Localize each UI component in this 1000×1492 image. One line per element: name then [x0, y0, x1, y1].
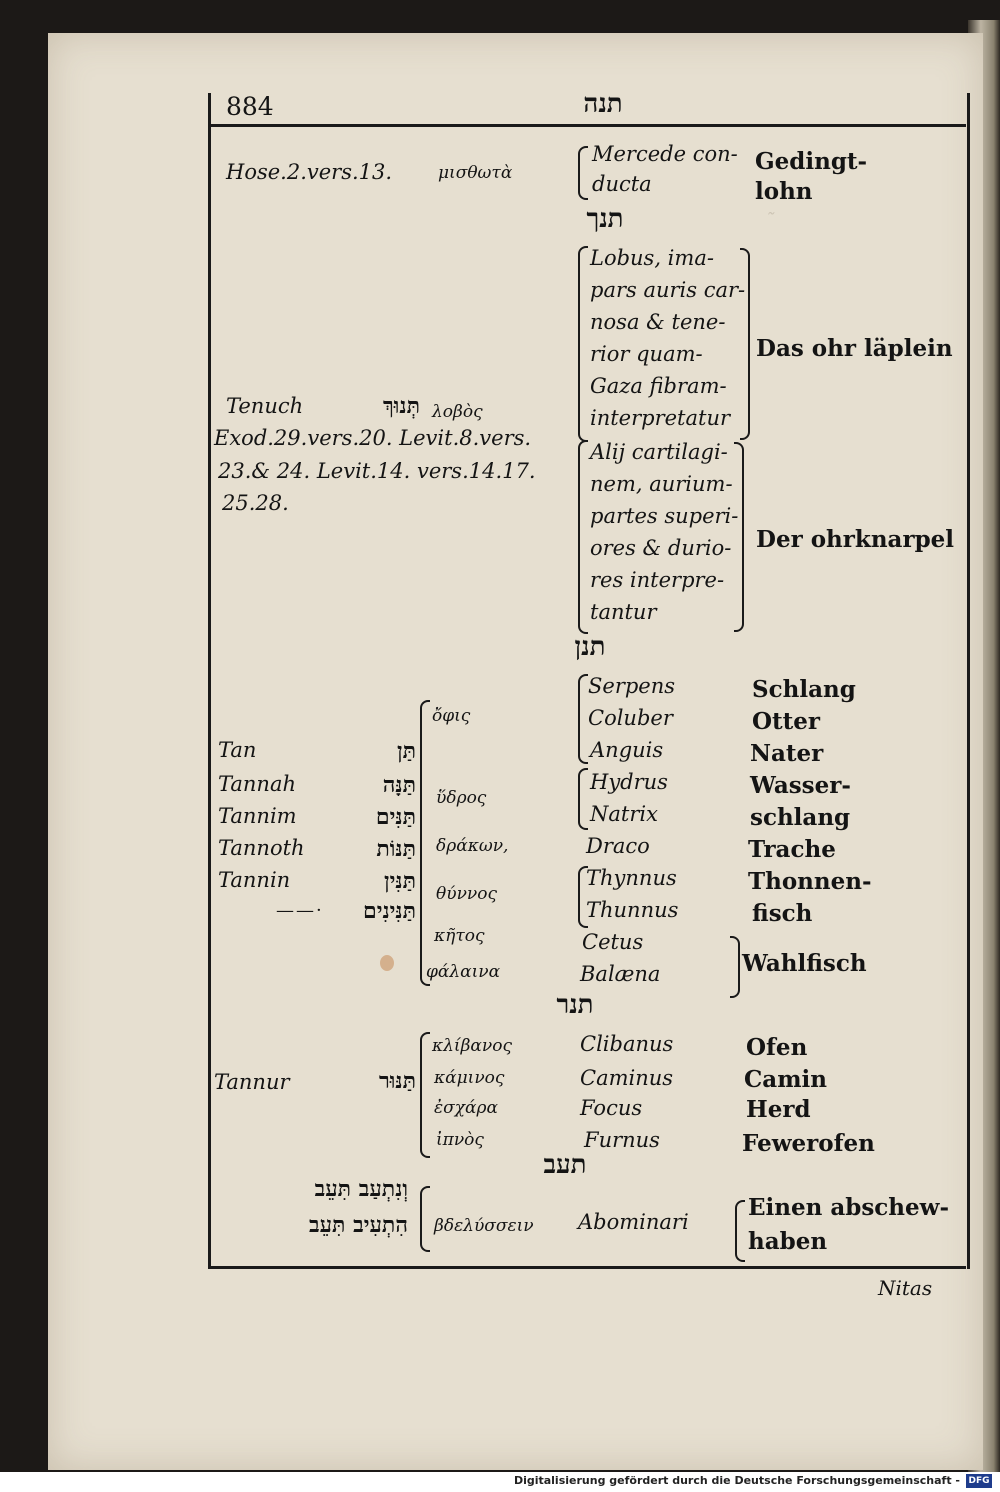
tan-hebrew: תַּנִּים — [375, 804, 416, 830]
lobus-line: Lobus, ima- — [590, 246, 714, 270]
hose-greek: μισθωτὰ — [438, 163, 513, 183]
tan-german: Thonnen- — [748, 868, 872, 895]
tan-german: Trache — [748, 836, 836, 863]
tannur-german: Fewerofen — [742, 1130, 875, 1157]
taab-greek: βδελύσσειν — [434, 1216, 534, 1236]
tannur-hebrew: תַּנּוּר — [378, 1068, 416, 1094]
tan-hebrew: תַּנִּין — [384, 868, 416, 894]
tan-hebrew: תַּנּוֹת — [376, 836, 416, 862]
tannur-transliteration: Tannur — [214, 1070, 290, 1094]
taab-german-2: haben — [748, 1228, 828, 1255]
alij-line: partes superi- — [590, 504, 739, 528]
alij-line: ores & durio- — [590, 536, 732, 560]
tan-german: fisch — [752, 900, 813, 927]
taab-hebrew-2: הִתְעִיב תִּעֵב — [308, 1212, 408, 1238]
taab-hebrew-1: וְנִתְעַב תִּעֵב — [314, 1176, 408, 1202]
tenuch-transliteration: Tenuch — [226, 394, 304, 418]
tan-german: Wasser- — [750, 772, 851, 799]
alij-german: Der ohrknarpel — [756, 526, 955, 553]
bottom-rule — [208, 1266, 966, 1269]
brace-right — [730, 936, 740, 998]
tannur-german: Herd — [746, 1096, 811, 1123]
section-heading: תעב — [543, 1150, 587, 1180]
tannur-greek: κάμινος — [434, 1068, 505, 1088]
footer-credit: Digitalisierung gefördert durch die Deutsche Forschungsgemeinschaft - — [513, 1474, 960, 1487]
tannur-german: Camin — [744, 1066, 828, 1093]
tan-greek: ὄφις — [432, 706, 471, 726]
lobus-german: Das ohr läplein — [756, 335, 953, 362]
tenuch-hebrew: תְּנוּךְ — [382, 393, 420, 419]
tan-greek: κῆτος — [434, 926, 485, 946]
brace-right — [740, 248, 750, 440]
brace-left — [578, 768, 588, 830]
section-heading: תנר — [556, 990, 594, 1020]
tenuch-greek: λοβὸς — [432, 402, 483, 422]
hose-reference: Hose.2.vers.13. — [226, 160, 393, 184]
brace-left — [578, 246, 588, 442]
lobus-line: rior quam- — [590, 342, 703, 366]
tan-greek: φάλαινα — [426, 962, 501, 982]
tannur-latin: Furnus — [584, 1128, 660, 1152]
hose-german-2: lohn — [755, 178, 813, 205]
brace-left — [578, 146, 588, 200]
tan-latin: Anguis — [590, 738, 664, 762]
alij-line: res interpre- — [590, 568, 725, 592]
tan-transliteration: Tannim — [218, 804, 297, 828]
brace-left — [420, 1186, 430, 1252]
tan-greek: θύννος — [436, 884, 497, 904]
tan-transliteration: Tannin — [218, 868, 291, 892]
tannur-latin: Clibanus — [580, 1032, 674, 1056]
tan-hebrew: תַּנָּה — [382, 772, 416, 798]
tannur-latin: Focus — [580, 1096, 643, 1120]
dash-leader: ——· — [276, 900, 324, 921]
section-heading: תנן — [574, 632, 606, 662]
tan-latin: Draco — [586, 834, 650, 858]
lobus-line: interpretatur — [590, 406, 731, 430]
bleed-through: ˜ — [765, 210, 774, 231]
catchword: Nitas — [878, 1276, 933, 1300]
tannur-greek: κλίβανος — [432, 1036, 512, 1056]
tan-hebrew: תַּן — [396, 738, 416, 764]
tan-german: Nater — [750, 740, 824, 767]
hose-german-1: Gedingt- — [755, 148, 868, 175]
tenuch-reference-1: Exod.29.vers.20. Levit.8.vers. — [214, 426, 532, 450]
brace-left — [578, 674, 588, 764]
tan-greek: ὕδρος — [436, 788, 487, 808]
brace-right — [734, 442, 744, 632]
alij-line: tantur — [590, 600, 657, 624]
tan-german: Wahlfisch — [742, 950, 867, 977]
tan-latin: Coluber — [588, 706, 673, 730]
tan-german: Schlang — [752, 676, 856, 703]
brace-left — [578, 440, 588, 634]
tannur-greek: ἐσχάρα — [434, 1098, 498, 1118]
brace-left — [420, 1032, 430, 1158]
tan-german: Otter — [752, 708, 821, 735]
header-rule — [208, 124, 966, 127]
tan-german: schlang — [750, 804, 851, 831]
page-number: 884 — [226, 92, 274, 121]
lobus-line: nosa & tene- — [590, 310, 726, 334]
tan-latin: Natrix — [590, 802, 658, 826]
lobus-line: pars auris car- — [590, 278, 746, 302]
tan-transliteration: Tannoth — [218, 836, 305, 860]
tan-transliteration: Tannah — [218, 772, 296, 796]
brace-left — [420, 700, 430, 986]
hose-latin-1: Mercede con- — [592, 142, 738, 166]
tan-greek: δράκων, — [436, 836, 509, 856]
tan-latin: Thynnus — [586, 866, 677, 890]
tannur-german: Ofen — [746, 1034, 808, 1061]
dfg-logo: DFG — [966, 1474, 992, 1488]
taab-latin: Abominari — [578, 1210, 689, 1234]
tenuch-reference-2: 23.& 24. Levit.14. vers.14.17. — [218, 459, 536, 483]
tan-latin: Balæna — [580, 962, 661, 986]
taab-german-1: Einen abschew- — [748, 1194, 949, 1221]
tan-transliteration: Tan — [218, 738, 257, 762]
section-heading: תנך — [586, 204, 624, 234]
brace-left — [735, 1200, 745, 1262]
alij-line: Alij cartilagi- — [590, 440, 728, 464]
tan-latin: Cetus — [582, 930, 644, 954]
tan-latin: Serpens — [588, 674, 676, 698]
lobus-line: Gaza fibram- — [590, 374, 727, 398]
hose-latin-2: ducta — [592, 172, 652, 196]
tan-hebrew: תַּנִּינִים — [363, 898, 416, 924]
tannur-greek: ἰπνὸς — [436, 1130, 484, 1150]
tenuch-reference-3: 25.28. — [222, 491, 289, 515]
page-heading: תנה — [583, 89, 623, 119]
tan-latin: Thunnus — [586, 898, 679, 922]
alij-line: nem, aurium- — [590, 472, 733, 496]
tannur-latin: Caminus — [580, 1066, 674, 1090]
tan-latin: Hydrus — [590, 770, 668, 794]
